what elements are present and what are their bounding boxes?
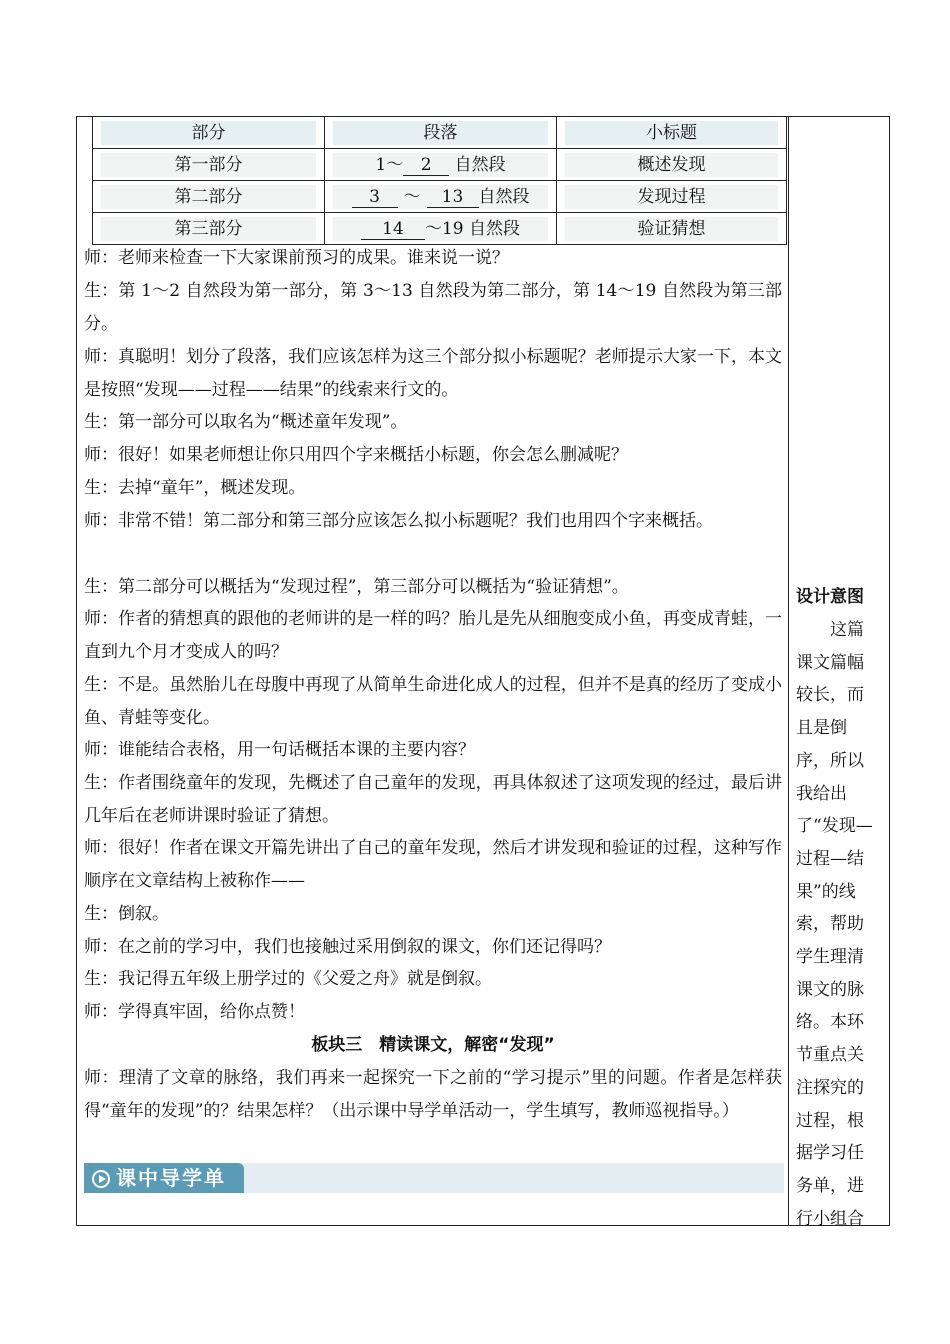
segment-range: 3 ～ 13 自然段 bbox=[333, 185, 548, 209]
dialogue-line: 师：很好！如果老师想让你只用四个字来概括小标题，你会怎么删减呢？ bbox=[84, 445, 628, 465]
guide-tab bbox=[84, 1163, 244, 1193]
header-part: 部分 bbox=[101, 121, 316, 145]
dialogue-line: 师：作者的猜想真的跟他的老师讲的是一样的吗？胎儿是先从细胞变成小鱼，再变成青蛙，一直到九个月才变成人的吗？ bbox=[84, 609, 782, 662]
play-circle-icon bbox=[92, 1170, 110, 1188]
section-heading: 板块三 精读课文，解密“发现” bbox=[311, 1035, 555, 1055]
dialogue-line: 师：很好！作者在课文开篇先讲出了自己的童年发现，然后才讲发现和验证的过程，这种写作顺序在文章结构上被称作—— bbox=[84, 838, 782, 891]
dialogue-line: 生：不是。虽然胎儿在母腹中再现了从简单生命进化成人的过程，但并不是真的经历了变成小鱼、青蛙等变化。 bbox=[84, 675, 782, 728]
dialogue-line: 生：去掉“童年”，概述发现。 bbox=[84, 478, 306, 498]
design-intent-title: 设计意图 bbox=[796, 587, 864, 607]
fill-blank: 2 bbox=[403, 155, 449, 176]
dialogue-line: 师：在之前的学习中，我们也接触过采用倒叙的课文，你们还记得吗？ bbox=[84, 937, 611, 957]
header-segment: 段落 bbox=[333, 121, 548, 145]
dialogue-line: 生：第 1～2 自然段为第一部分，第 3～13 自然段为第二部分，第 14～19 自然段为第三部分。 bbox=[84, 281, 782, 334]
dialogue-line: 生：作者围绕童年的发现，先概述了自己童年的发现，再具体叙述了这项发现的经过，最后讲几年后在老师讲课时验证了猜想。 bbox=[84, 773, 782, 826]
subtitle: 发现过程 bbox=[565, 185, 778, 209]
table-row bbox=[93, 181, 787, 213]
dialogue-line: 师：谁能结合表格，用一句话概括本课的主要内容？ bbox=[84, 740, 475, 760]
column-divider bbox=[788, 116, 789, 1226]
dialogue-line: 生：我记得五年级上册学过的《父爱之舟》就是倒叙。 bbox=[84, 969, 492, 989]
header-subtitle: 小标题 bbox=[565, 121, 778, 145]
design-intent-column bbox=[792, 582, 878, 1235]
dialogue-line: 师：理清了文章的脉络，我们再来一起探究一下之前的“学习提示”里的问题。作者是怎样获得“童年的发现”的？结果怎样？（出示课中导学单活动一，学生填写，教师巡视指导。） bbox=[84, 1068, 782, 1121]
fill-blank: 14 bbox=[361, 219, 425, 240]
fill-blank: 13 bbox=[427, 187, 479, 208]
segment-range: 14 ～19 自然段 bbox=[333, 217, 548, 241]
dialogue-line: 师：真聪明！划分了段落，我们应该怎样为这三个部分拟小标题呢？老师提示大家一下，本文是按照“发现——过程——结果”的线索来行文的。 bbox=[84, 347, 782, 400]
design-intent-body: 这篇课文篇幅较长，而且是倒序，所以我给出了“发现—过程—结果”的线索，帮助学生理清课文的脉络。本环节重点关注探究的过程，根据学习任务单，进行小组合 bbox=[796, 620, 873, 1229]
dialogue-line: 师：非常不错！第二部分和第三部分应该怎么拟小标题呢？我们也用四个字来概括。 bbox=[84, 511, 713, 531]
table-row bbox=[93, 213, 787, 245]
fill-blank: 3 bbox=[352, 187, 398, 208]
segment-range: 1～ 2 自然段 bbox=[333, 153, 548, 177]
dialogue-line: 生：倒叙。 bbox=[84, 904, 169, 924]
dialogue-line: 生：第一部分可以取名为“概述童年发现”。 bbox=[84, 412, 408, 432]
part-name: 第二部分 bbox=[101, 185, 316, 209]
subtitle: 验证猜想 bbox=[565, 217, 778, 241]
table-header-row bbox=[93, 117, 787, 149]
table-row bbox=[93, 149, 787, 181]
dialogue-line: 师：老师来检查一下大家课前预习的成果。谁来说一说？ bbox=[84, 248, 509, 268]
subtitle: 概述发现 bbox=[565, 153, 778, 177]
part-name: 第三部分 bbox=[101, 217, 316, 241]
dialogue-line: 师：学得真牢固，给你点赞！ bbox=[84, 1002, 305, 1022]
structure-table bbox=[92, 116, 787, 245]
part-name: 第一部分 bbox=[101, 153, 316, 177]
guide-label: 课中导学单 bbox=[116, 1166, 226, 1190]
dialogue-line: 生：第二部分可以概括为“发现过程”，第三部分可以概括为“验证猜想”。 bbox=[84, 577, 629, 597]
